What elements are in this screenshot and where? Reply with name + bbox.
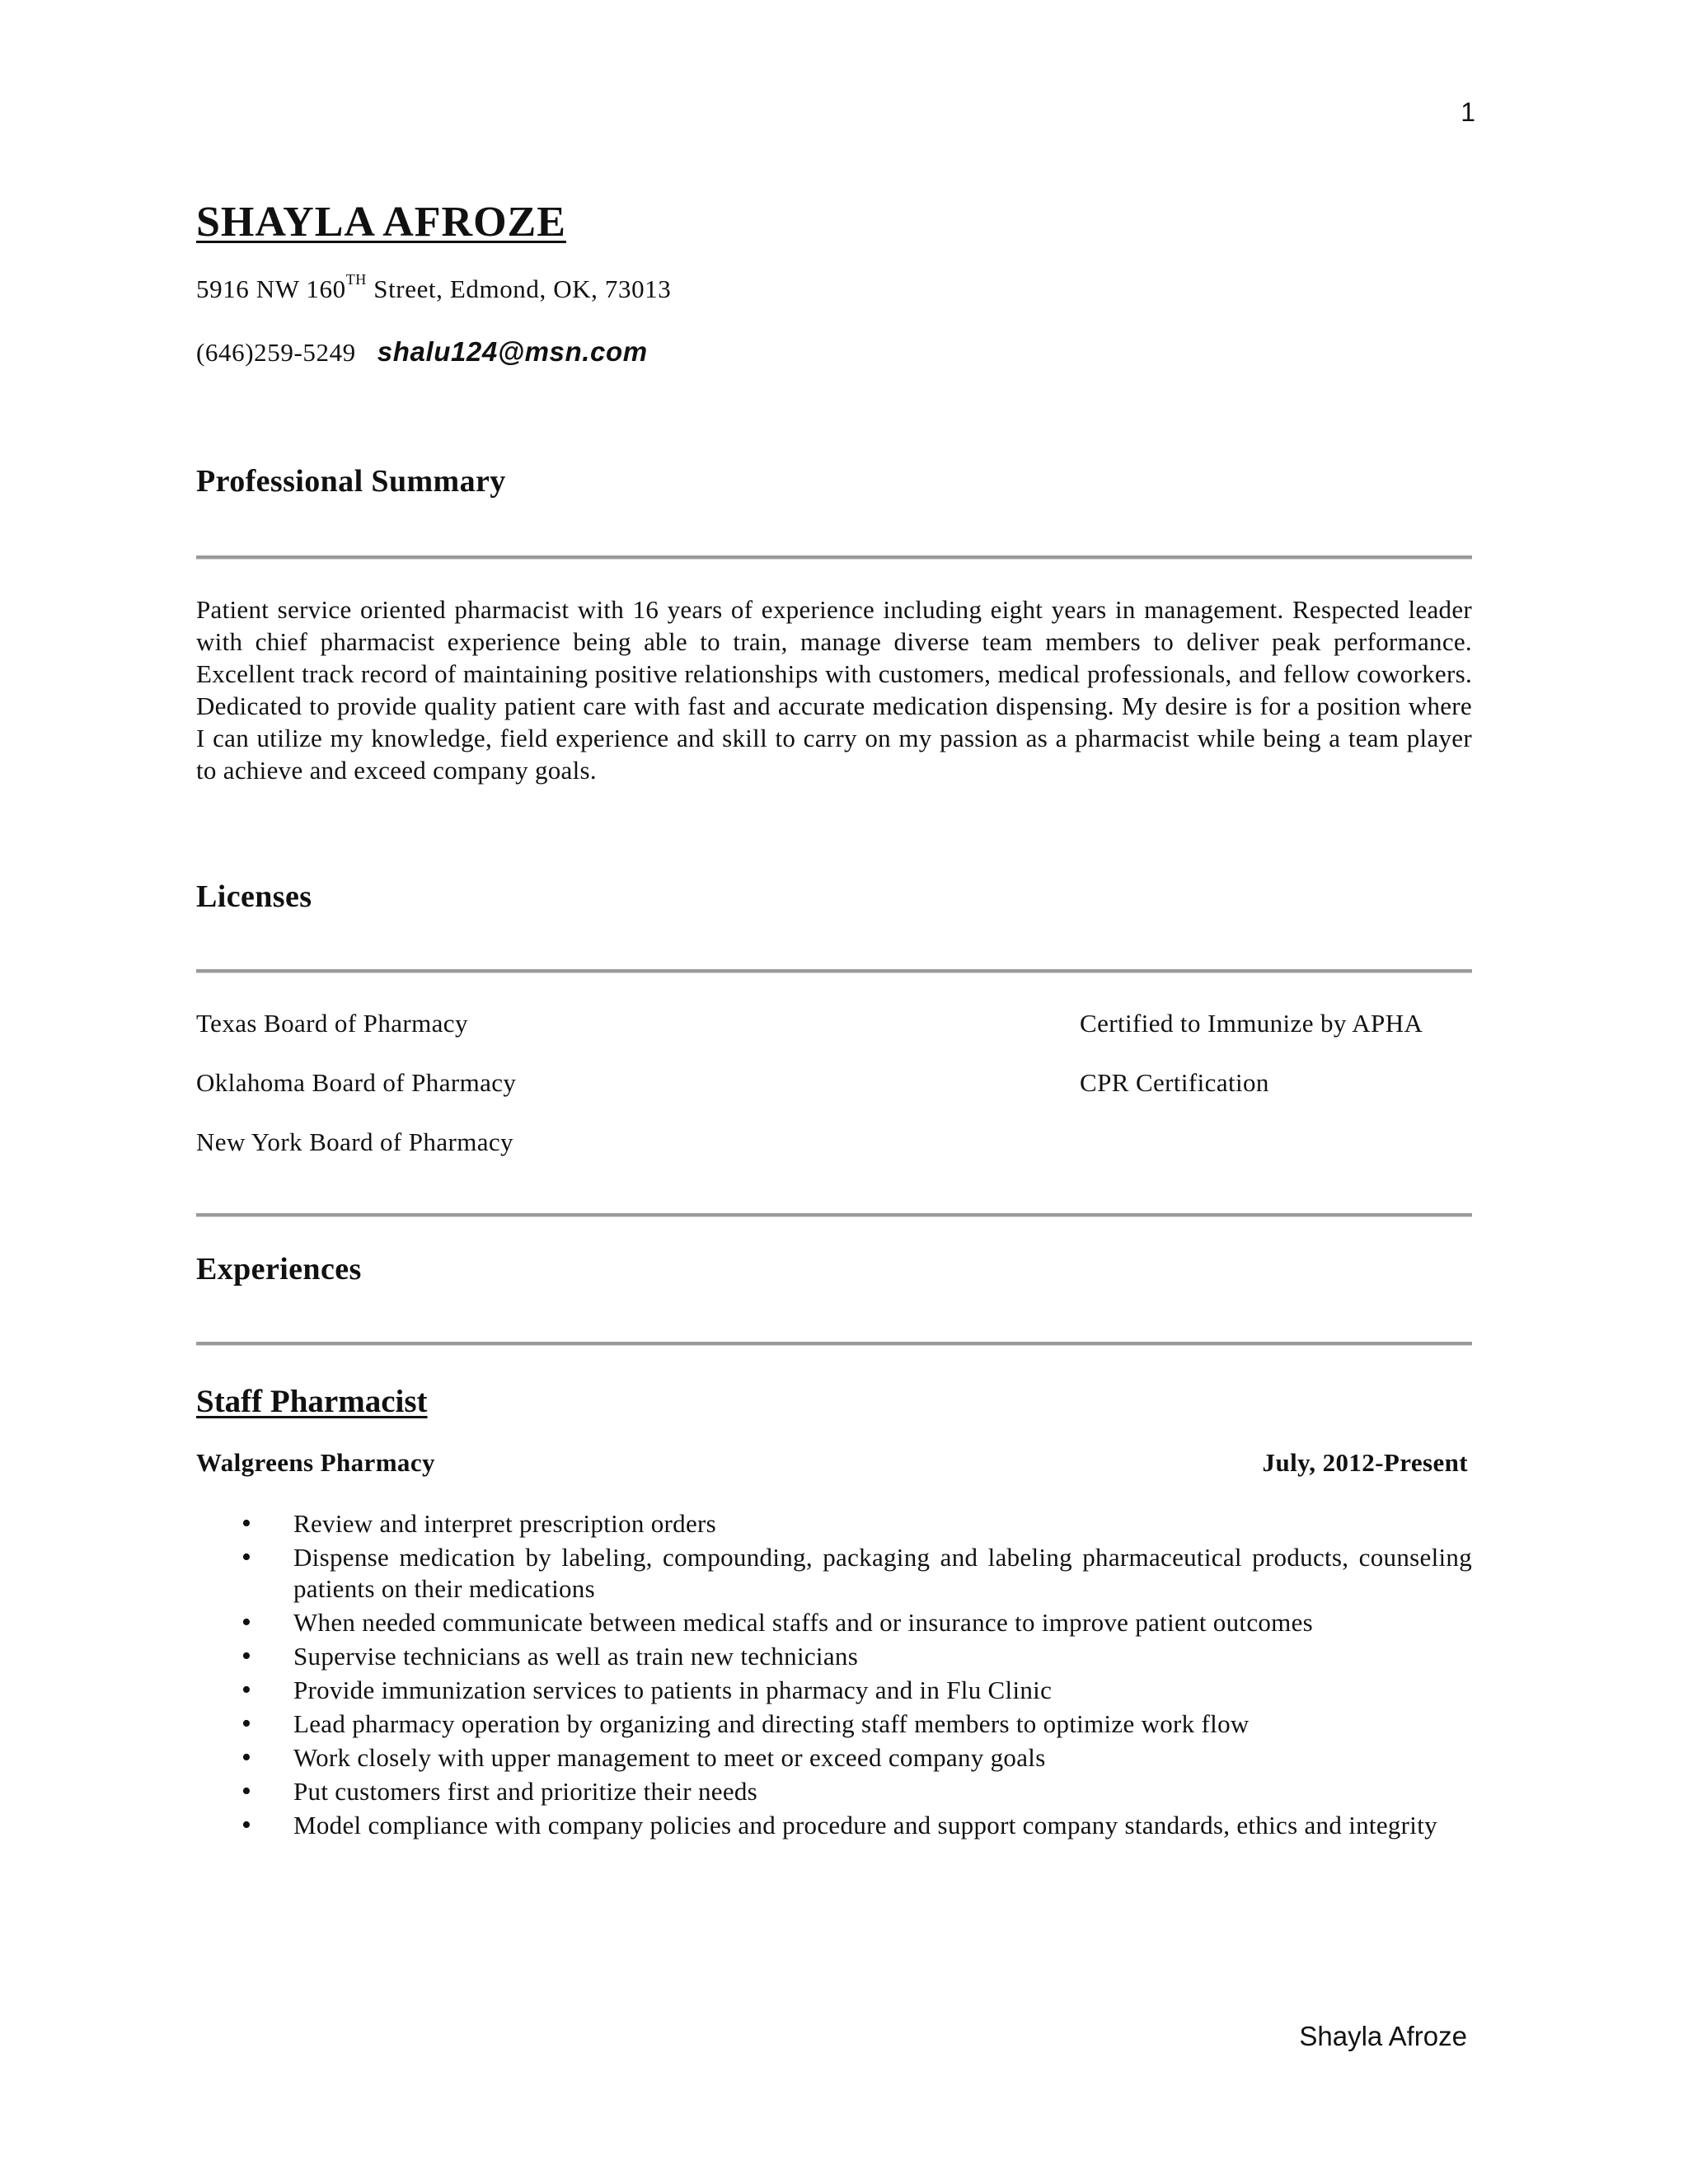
list-item: • Dispense medication by labeling, compounding, packaging and labeling pharmaceutical products, counseling patients on their medications — [196, 1542, 1472, 1605]
divider — [196, 555, 1472, 560]
license-item: Texas Board of Pharmacy — [196, 1009, 468, 1038]
address-number: 5916 NW 160 — [196, 274, 346, 303]
section-title-experiences: Experiences — [196, 1252, 362, 1286]
list-item: • Lead pharmacy operation by organizing and directing staff members to optimize work flow — [196, 1708, 1472, 1740]
list-item: • Put customers first and prioritize their needs — [196, 1776, 1472, 1807]
license-item: New York Board of Pharmacy — [196, 1127, 513, 1156]
list-item: • Model compliance with company policies and procedure and support company standards, ethics and integrity — [196, 1810, 1472, 1841]
contact-line — [196, 336, 648, 368]
divider — [196, 969, 1472, 973]
divider — [196, 1342, 1472, 1346]
licenses-left-column — [196, 1007, 516, 1185]
email-link[interactable]: shalu124@msn.com — [377, 336, 648, 367]
job-title: Staff Pharmacist — [196, 1384, 428, 1419]
divider — [196, 1213, 1472, 1217]
summary-text: Patient service oriented pharmacist with 16 years of experience including eight years in management. Respected leader with chief pharmacist experience being able to train, manage diverse team members to deliver peak performance. Excellent track record of maintaining positive relationships with customers, medical professionals, and fellow coworkers. Dedicated to provide quality patient care with fast and accurate medication dispensing. My desire is for a position where I can utilize my knowledge, field experience and skill to carry on my passion as a pharmacist while being a team player to achieve and exceed company goals. — [196, 595, 1472, 785]
certification-item: CPR Certification — [1080, 1068, 1269, 1097]
employer-name: Walgreens Pharmacy — [196, 1448, 435, 1477]
address-rest: Street, Edmond, OK, 73013 — [366, 274, 672, 303]
candidate-name: SHAYLA AFROZE — [196, 199, 566, 246]
address-ordinal: TH — [345, 271, 367, 288]
duties-list — [196, 1508, 1472, 1844]
list-item: • Work closely with upper management to meet or exceed company goals — [196, 1742, 1472, 1774]
certification-item: Certified to Immunize by APHA — [1080, 1009, 1423, 1038]
page-number: 1 — [1461, 97, 1475, 127]
section-title-licenses: Licenses — [196, 879, 312, 914]
phone: (646)259-5249 — [196, 338, 356, 367]
list-item: • Review and interpret prescription orders — [196, 1508, 1472, 1540]
employment-dates: July, 2012-Present — [1262, 1448, 1468, 1477]
list-item: • Provide immunization services to patients in pharmacy and in Flu Clinic — [196, 1675, 1472, 1706]
address — [196, 271, 672, 304]
list-item: • Supervise technicians as well as train new technicians — [196, 1641, 1472, 1672]
section-title-summary: Professional Summary — [196, 464, 506, 499]
license-item: Oklahoma Board of Pharmacy — [196, 1068, 517, 1097]
licenses-right-column — [1080, 1007, 1423, 1126]
list-item: • When needed communicate between medical staffs and or insurance to improve patient outcomes — [196, 1607, 1472, 1638]
footer-name: Shayla Afroze — [1299, 2021, 1467, 2051]
